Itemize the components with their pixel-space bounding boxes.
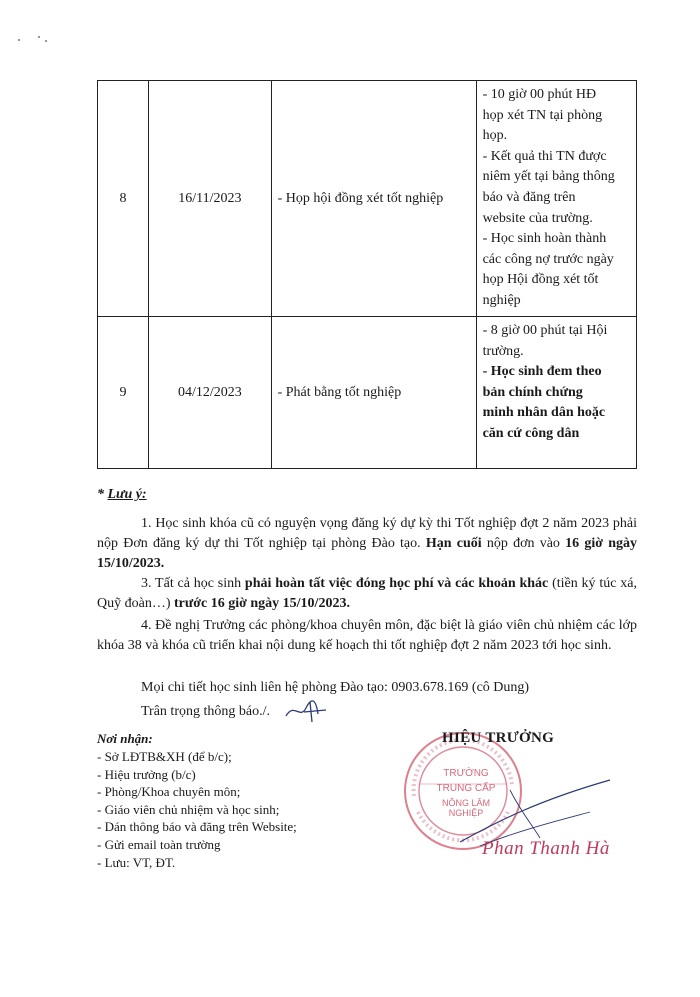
stamp-line-3: NÔNG LÂM NGHIỆP	[441, 798, 490, 818]
note-heading	[97, 487, 147, 503]
note-line: - Học sinh đem theo	[482, 364, 602, 380]
signature-scribble-icon	[440, 760, 615, 850]
note-text: 4. Đề nghị Trưởng các phòng/khoa chuyên môn, đặc biệt là giáo viên chủ nhiệm các lớp khóa 38 và khóa cũ triển khai nội dung kế hoạch thi tốt nghiệp đợt 2 năm 2023 tới học sinh.	[97, 618, 637, 653]
note-line: họp xét TN tại phòng	[482, 107, 603, 123]
row-notes	[476, 317, 636, 469]
recipient-item: - Hiệu trưởng (b/c)	[97, 766, 196, 782]
note-line: bản chính chứng	[482, 384, 583, 400]
row-activity: - Họp hội đồng xét tốt nghiệp	[271, 81, 476, 317]
note-text: (tiền ký túc xá, Quỹ đoàn…)	[97, 576, 637, 611]
contact-line: Mọi chi tiết học sinh liên hệ phòng Đào tạo: 0903.678.169 (cô Dung)	[141, 680, 530, 695]
note-line: - Học sinh hoàn thành	[482, 231, 607, 247]
note-line: họp Hội đồng xét tốt	[482, 272, 599, 288]
row-number: 8	[98, 81, 149, 317]
row-number: 9	[98, 317, 149, 469]
recipients-title: Nơi nhận:	[97, 731, 153, 746]
note-paragraph-4	[97, 616, 637, 656]
scan-specks	[18, 36, 58, 46]
signature-title: HIỆU TRƯỞNG	[442, 730, 555, 746]
note-line: website của trường.	[482, 210, 593, 226]
note-line: niêm yết tại bảng thông	[482, 169, 615, 185]
note-line: báo và đăng trên	[482, 189, 576, 205]
stamp-line-2: TRUNG CẤP	[436, 783, 496, 794]
note-line: - 8 giờ 00 phút tại Hội	[482, 323, 608, 338]
table-row	[98, 81, 637, 317]
recipient-item: - Phòng/Khoa chuyên môn;	[97, 784, 241, 800]
schedule-table	[97, 80, 637, 469]
regards-line: Trân trọng thông báo./.	[141, 704, 270, 719]
note-text: 1. Học sinh khóa cũ có nguyện vọng đăng ký dự kỳ thi Tốt nghiệp đợt 2 năm 2023 phải nộp Đơn đăng ký dự thi Tốt nghiệp tại phòng Đào tạo.	[97, 516, 637, 551]
row-date: 16/11/2023	[149, 81, 271, 317]
note-line: - 10 giờ 00 phút HĐ	[482, 87, 597, 102]
row-date: 04/12/2023	[149, 317, 271, 469]
row-activity: - Phát bằng tốt nghiệp	[271, 317, 476, 469]
note-line: họp.	[482, 128, 508, 144]
initial-mark-icon	[282, 698, 330, 724]
recipient-item: - Gửi email toàn trường	[97, 836, 221, 852]
note-line: nghiệp	[482, 292, 521, 308]
recipients-list	[97, 748, 297, 871]
recipient-item: - Sở LĐTB&XH (để b/c);	[97, 749, 232, 764]
note-paragraph-1	[97, 514, 637, 574]
recipient-item: - Giáo viên chủ nhiệm và học sinh;	[97, 801, 280, 817]
note-emphasis: 16 giờ ngày 15/10/2023.	[97, 536, 637, 571]
note-line: - Kết quả thi TN được	[482, 148, 607, 164]
note-text: nộp đơn vào	[481, 536, 566, 551]
recipient-item: - Lưu: VT, ĐT.	[97, 854, 176, 870]
signer-name: Phan Thanh Hà	[482, 838, 610, 859]
note-star: *	[97, 487, 108, 502]
table-row	[98, 317, 637, 469]
note-line: các công nợ trước ngày	[482, 251, 614, 267]
note-line: căn cứ công dân	[482, 425, 580, 441]
row-notes	[476, 81, 636, 317]
stamp-line-1: TRƯỜNG	[443, 768, 489, 779]
note-emphasis: phải hoàn tất việc đóng học phí và các khoản khác	[244, 576, 549, 591]
note-paragraph-3	[97, 574, 637, 614]
note-emphasis: trước 16 giờ ngày 15/10/2023.	[174, 596, 350, 611]
note-line: minh nhân dân hoặc	[482, 405, 606, 421]
note-line: trường.	[482, 343, 524, 359]
note-emphasis: Hạn cuối	[425, 536, 482, 551]
note-text: 3. Tất cả học sinh	[141, 576, 245, 591]
note-label: Lưu ý:	[107, 487, 147, 502]
recipient-item: - Dán thông báo và đăng trên Website;	[97, 819, 297, 835]
